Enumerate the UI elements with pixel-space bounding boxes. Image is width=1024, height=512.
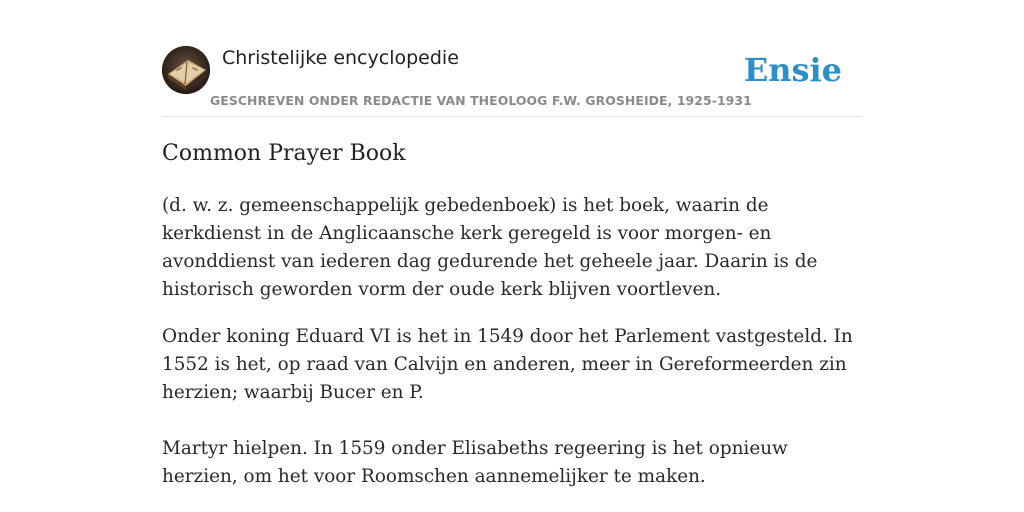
article-paragraph-3: Martyr hielpen. In 1559 onder Elisabeths regeering is het opnieuw herzien, om het voor Roomschen aannemelijker te maken.	[162, 438, 788, 487]
book-photo-icon	[162, 46, 210, 94]
site-subtitle: GESCHREVEN ONDER REDACTIE VAN THEOLOOG F.W. GROSHEIDE, 1925-1931	[210, 93, 752, 108]
article-paragraph-1: (d. w. z. gemeenschappelijk gebedenboek) is het boek, waarin de kerkdienst in de Anglicaansche kerk geregeld is voor morgen- en avonddienst van iederen dag gedurende het geheele jaar. Daarin is de historisch geworden vorm der oude kerk blijven voortleven.	[162, 195, 818, 300]
site-header	[162, 0, 862, 117]
page	[162, 0, 862, 512]
article-title: Common Prayer Book	[162, 141, 406, 166]
brand-logo[interactable]: Ensie	[743, 51, 842, 89]
article-paragraph-2: Onder koning Eduard VI is het in 1549 door het Parlement vastgesteld. In 1552 is het, op raad van Calvijn en anderen, meer in Gereformeerden zin herzien; waarbij Bucer en P.	[162, 326, 853, 403]
site-title[interactable]: Christelijke encyclopedie	[222, 47, 459, 69]
avatar[interactable]	[162, 46, 210, 94]
